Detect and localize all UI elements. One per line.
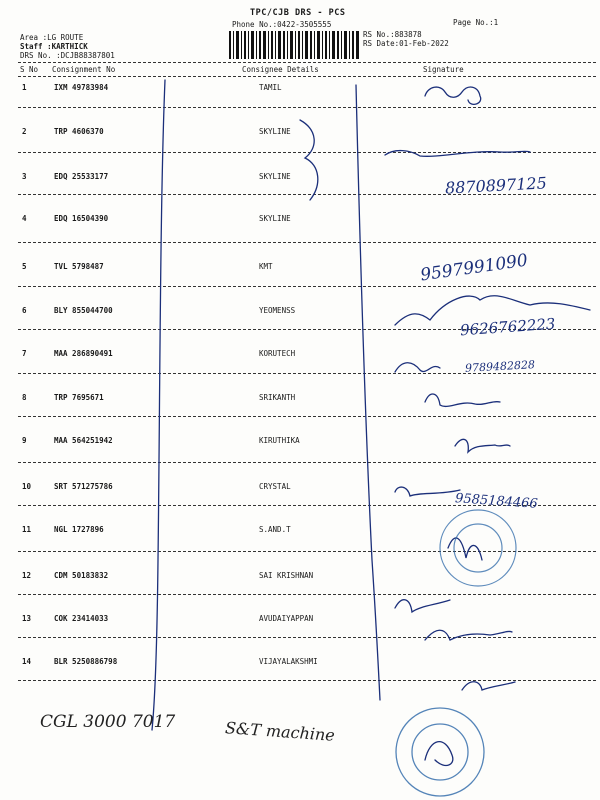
handwritten-phone-5: 9585184466: [454, 491, 539, 512]
row-consignee: AVUDAIYAPPAN: [259, 614, 314, 623]
row-consignee: VIJAYALAKSHMI: [259, 657, 318, 666]
row-consignment-number: EDQ 16504390: [54, 214, 109, 223]
row-consignee: YEOMENSS: [259, 306, 296, 315]
row-consignment-number: SRT 571275786: [54, 482, 113, 491]
row-sno: 12: [22, 571, 32, 580]
drs-number: DRS No. :DCJB88387801: [20, 51, 115, 60]
row-consignment-number: IXM 49783984: [54, 83, 109, 92]
row-consignee: KIRUTHIKA: [259, 436, 300, 445]
row-consignee: TAMIL: [259, 83, 282, 92]
row-consignment-number: MAA 564251942: [54, 436, 113, 445]
phone-number: Phone No.:0422-3505555: [232, 20, 332, 29]
row-consignment-number: TRP 4606370: [54, 127, 104, 136]
handwritten-footer-note: S&T machine: [224, 718, 336, 745]
column-sno: S No: [20, 65, 39, 74]
row-sno: 4: [22, 214, 27, 223]
staff: Staff :KARTHICK: [20, 42, 88, 51]
row-consignee: KMT: [259, 262, 273, 271]
rs-number: RS No.:883878: [363, 30, 422, 39]
row-consignment-number: NGL 1727896: [54, 525, 104, 534]
row-consignment-number: BLR 5250886798: [54, 657, 118, 666]
row-consignment-number: MAA 286890491: [54, 349, 113, 358]
row-sno: 5: [22, 262, 27, 271]
row-sno: 11: [22, 525, 32, 534]
row-sno: 2: [22, 127, 27, 136]
row-consignment-number: TRP 7695671: [54, 393, 104, 402]
column-consignee: Consignee Details: [242, 65, 319, 74]
row-consignment-number: CDM 50183832: [54, 571, 109, 580]
row-sno: 6: [22, 306, 27, 315]
area: Area :LG ROUTE: [20, 33, 84, 42]
handwritten-phone-1: 8870897125: [444, 173, 548, 198]
row-consignment-number: BLY 855044700: [54, 306, 113, 315]
page-number: Page No.:1: [453, 18, 499, 27]
row-sno: 14: [22, 657, 32, 666]
column-signature: Signature: [423, 65, 464, 74]
row-consignee: SKYLINE: [259, 127, 291, 136]
row-consignee: SAI KRISHNAN: [259, 571, 314, 580]
row-consignee: SKYLINE: [259, 214, 291, 223]
document-title: TPC/CJB DRS - PCS: [250, 8, 346, 18]
row-consignee: S.AND.T: [259, 525, 291, 534]
row-sno: 1: [22, 83, 27, 92]
row-sno: 7: [22, 349, 27, 358]
row-consignment-number: COK 23414033: [54, 614, 109, 623]
row-consignment-number: TVL 5798487: [54, 262, 104, 271]
handwritten-phone-2: 9597991090: [419, 250, 530, 286]
handwritten-phone-3: 9626762223: [459, 314, 556, 340]
rs-date: RS Date:01-Feb-2022: [363, 39, 449, 48]
row-consignee: SRIKANTH: [259, 393, 296, 402]
row-sno: 3: [22, 172, 27, 181]
row-consignment-number: EDQ 25533177: [54, 172, 109, 181]
company-stamp-large: [396, 708, 484, 796]
row-consignee: SKYLINE: [259, 172, 291, 181]
row-consignee: CRYSTAL: [259, 482, 291, 491]
row-sno: 8: [22, 393, 27, 402]
row-sno: 13: [22, 614, 32, 623]
row-sno: 10: [22, 482, 32, 491]
handwritten-footer-code: CGL 3000 7017: [40, 712, 176, 732]
row-sno: 9: [22, 436, 27, 445]
row-consignee: KORUTECH: [259, 349, 296, 358]
handwritten-phone-4: 9789482828: [464, 358, 536, 375]
column-consignment: Consignment No: [52, 65, 116, 74]
